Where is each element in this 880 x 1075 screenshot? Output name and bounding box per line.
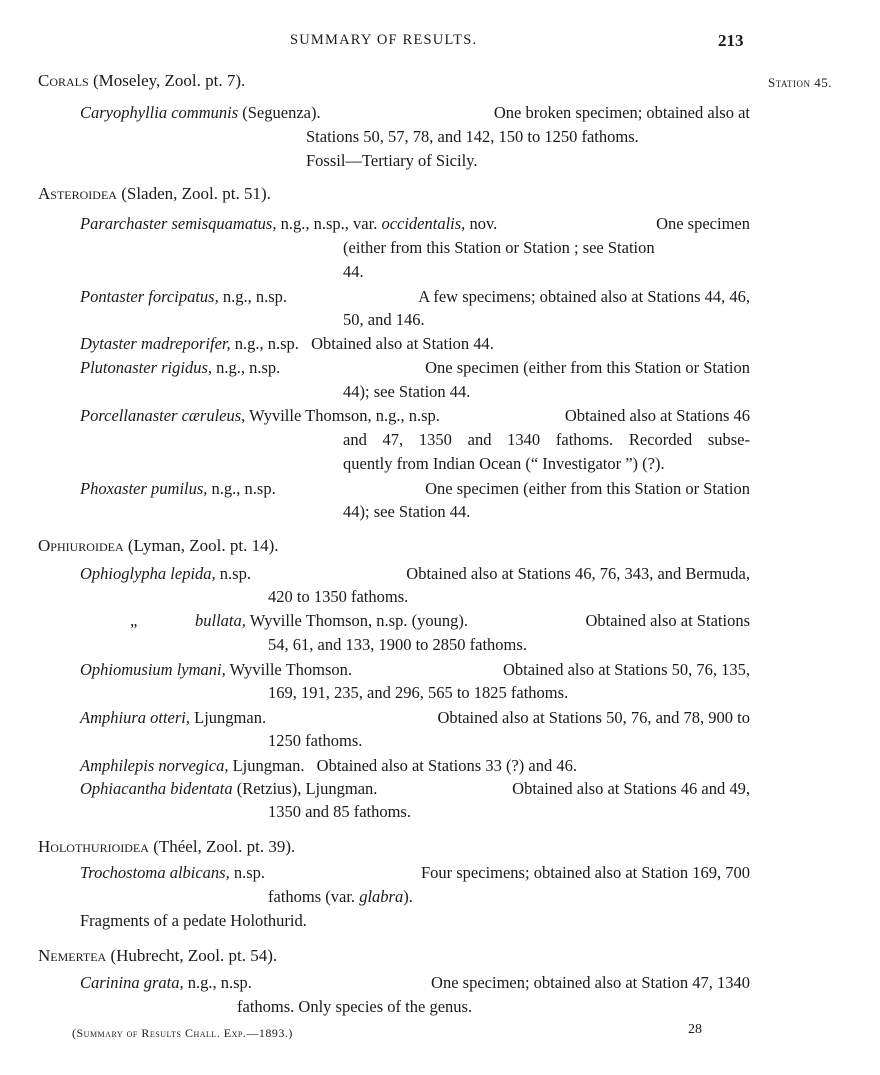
species-authority: n.g., n.sp., var.: [280, 214, 378, 233]
group-heading-ophiuroidea: [38, 535, 278, 557]
group-name: Asteroidea: [38, 184, 117, 203]
species-authority: n.sp.: [219, 564, 251, 583]
group-heading-holothurioidea: [38, 836, 295, 858]
species-name: Amphiura otteri,: [80, 708, 190, 727]
footer-citation: (Summary of Results Chall. Exp.—1893.): [72, 1026, 293, 1040]
species-entry: [80, 213, 750, 235]
group-reference: (Théel, Zool. pt. 39).: [153, 837, 296, 856]
species-entry: [80, 286, 750, 308]
ditto-mark: „: [130, 611, 138, 630]
species-entry: [80, 405, 750, 427]
entry-text-line: 50, and 146.: [343, 310, 425, 329]
species-name: Ophiacantha bidentata: [80, 779, 233, 798]
species-entry-continuation: [268, 886, 413, 908]
variety-name: occidentalis,: [381, 214, 466, 233]
species-authority: Wyville Thomson.: [229, 660, 353, 679]
species-authority: n.g., n.sp.: [222, 287, 288, 306]
entry-text-line: Obtained also at Stations 50, 76, 135,: [502, 660, 750, 679]
species-entry: [80, 102, 750, 124]
species-authority: n.g., n.sp.: [211, 479, 276, 498]
station-label: Station 45.: [768, 75, 833, 90]
entry-text-line: Obtained also at Stations 46: [564, 406, 750, 425]
species-authority: (Retzius), Ljungman.: [236, 779, 378, 798]
entry-text-line: One broken specimen; obtained also at: [493, 103, 750, 122]
species-name: Amphilepis norvegica,: [80, 756, 229, 775]
entry-text-line: A few specimens; obtained also at Stations 44, 46,: [418, 287, 750, 306]
species-entry: [80, 755, 577, 777]
species-name: Caryophyllia communis: [80, 103, 239, 122]
entry-text-line: quently from Indian Ocean (“ Investigator ”) (?).: [343, 454, 665, 473]
entry-text-line: 169, 191, 235, and 296, 565 to 1825 fathoms.: [268, 683, 569, 702]
entry-text-line: Fossil—Tertiary of Sicily.: [306, 151, 478, 170]
see-station: ; see Station: [573, 238, 655, 257]
entry-text-line: 44.: [343, 262, 364, 281]
species-authority: n.g., n.sp.: [234, 334, 299, 353]
species-name: Trochostoma albicans,: [80, 863, 230, 882]
species-name: Plutonaster rigidus,: [80, 358, 213, 377]
species-entry: [80, 357, 750, 379]
entry-text-line: Obtained also at Stations 33 (?) and 46.: [316, 756, 577, 775]
entry-text-line: fathoms. Only species of the genus.: [237, 997, 473, 1016]
species-name: Porcellanaster cæruleus,: [80, 406, 246, 425]
species-entry-continuation: [343, 237, 655, 259]
page-number: 213: [718, 31, 744, 50]
entry-text-line: 54, 61, and 133, 1900 to 2850 fathoms.: [268, 635, 527, 654]
species-name: Ophiomusium lymani,: [80, 660, 226, 679]
group-name: Holothurioidea: [38, 837, 149, 856]
variety-name: glabra: [359, 887, 404, 906]
species-entry: [80, 707, 750, 729]
species-name: Pontaster forcipatus,: [80, 287, 219, 306]
entry-text-line: One specimen: [656, 214, 750, 233]
entry-text-line: Obtained also at Stations: [585, 611, 750, 630]
species-entry: [80, 333, 494, 355]
species-authority: (Seguenza).: [242, 103, 321, 122]
entry-text-line: Four specimens; obtained also at Station 169, 700: [420, 863, 750, 882]
species-entry: [80, 478, 750, 500]
species-authority: n.g., n.sp.: [187, 973, 252, 992]
species-name: bullata,: [195, 611, 246, 630]
entry-text-line: Obtained also at Stations 50, 76, and 78, 900 to: [437, 708, 750, 727]
group-heading-corals: [38, 70, 245, 92]
species-entry: [80, 659, 750, 681]
species-authority: Ljungman.: [194, 708, 267, 727]
species-name: Ophioglypha lepida,: [80, 564, 216, 583]
species-name: Phoxaster pumilus,: [80, 479, 208, 498]
entry-text-line: ).: [403, 887, 413, 906]
species-name: Dytaster madreporifer,: [80, 334, 231, 353]
group-heading-asteroidea: [38, 183, 271, 205]
entry-text-line: 44); see Station 44.: [343, 502, 471, 521]
group-name: Corals: [38, 71, 89, 90]
species-name: Pararchaster semisquamatus,: [80, 214, 277, 233]
entry-text-line: 1350 and 85 fathoms.: [268, 802, 411, 821]
entry-text-line: Obtained also at Stations 46 and 49,: [512, 779, 750, 798]
species-entry: [80, 563, 750, 585]
running-header-title: SUMMARY OF RESULTS.: [290, 32, 478, 48]
entry-text-line: fathoms (var.: [268, 887, 356, 906]
group-reference: (Sladen, Zool. pt. 51).: [121, 184, 271, 203]
entry-text-line: and 47, 1350 and 1340 fathoms. Recorded subse-: [343, 430, 750, 449]
variety-suffix: nov.: [469, 214, 498, 233]
entry-text-line: Obtained also at Station 44.: [311, 334, 494, 353]
group-reference: (Moseley, Zool. pt. 7).: [92, 71, 246, 90]
entry-text-line: Obtained also at Stations 46, 76, 343, and Bermuda,: [406, 564, 750, 583]
group-note: Fragments of a pedate Holothurid.: [80, 911, 307, 930]
group-reference: (Lyman, Zool. pt. 14).: [127, 536, 279, 555]
entry-text-line: One specimen (either from this Station or Station: [425, 479, 750, 498]
entry-text-line: 420 to 1350 fathoms.: [268, 587, 409, 606]
entry-text-line: 44); see Station 44.: [343, 382, 471, 401]
entry-text-line: Stations 50, 57, 78, and 142, 150 to 1250 fathoms.: [306, 127, 639, 146]
species-entry: [80, 862, 750, 884]
species-entry: [80, 972, 750, 994]
species-entry: [195, 610, 750, 632]
entry-text-line: One specimen; obtained also at Station 47, 1340: [431, 973, 750, 992]
species-authority: n.sp.: [233, 863, 266, 882]
entry-text-line: One specimen (either from this Station or Station: [425, 358, 750, 377]
group-reference: (Hubrecht, Zool. pt. 54).: [110, 946, 278, 965]
signature-mark: 28: [688, 1022, 702, 1037]
group-name: Ophiuroidea: [38, 536, 124, 555]
species-authority: Wyville Thomson, n.sp. (young).: [249, 611, 468, 630]
group-heading-nemertea: [38, 945, 277, 967]
species-authority: Ljungman.: [232, 756, 305, 775]
group-name: Nemertea: [38, 946, 107, 965]
species-entry: [80, 778, 750, 800]
entry-text-line: 1250 fathoms.: [268, 731, 363, 750]
species-authority: n.g., n.sp.: [216, 358, 281, 377]
entry-text-line: (either from this Station or Station: [343, 238, 570, 257]
species-name: Carinina grata,: [80, 973, 184, 992]
species-authority: Wyville Thomson, n.g., n.sp.: [249, 406, 440, 425]
